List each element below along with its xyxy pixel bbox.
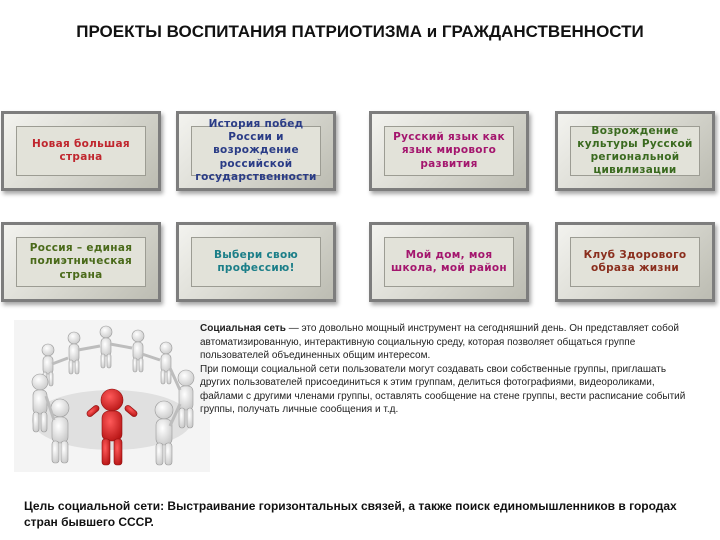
social-network-definition xyxy=(200,322,692,363)
social-network-details: При помощи социальной сети пользователи могут создавать свои собственные группы, приглашать других пользователей присоединиться к этим группам, делиться фотографиями, видеороликами, файлами с другими членами группы, оставлять сообщение на стене группы, вести расписание событий группы, получать личные сообщения и т.д. xyxy=(200,363,686,415)
project-card-history-of-victories xyxy=(176,111,336,191)
people-circle-icon xyxy=(14,320,210,472)
social-network-goal: Цель социальной сети: Выстраивание горизонтальных связей, а также поиск единомышленников в городах стран бывшего СССР. xyxy=(24,499,677,529)
people-circle-illustration xyxy=(14,320,210,472)
social-network-term: Социальная сеть xyxy=(200,323,286,334)
project-label: История побед России и возрождение российской государственности xyxy=(195,118,317,183)
social-network-description xyxy=(200,322,692,417)
project-label: Россия – единая полиэтническая страна xyxy=(29,242,133,281)
project-card-revival-of-culture xyxy=(555,111,715,191)
project-card-united-multiethnic-country xyxy=(1,222,161,302)
social-network-definition-text: — это довольно мощный инструмент на сегодняшний день. Он представляет собой автоматизированную, интерактивную социальную среду, которая позволяет общаться группе пользователей объединенных общим интересом. xyxy=(200,323,679,361)
project-card-new-big-country xyxy=(1,111,161,191)
project-label: Клуб Здорового образа жизни xyxy=(583,248,687,274)
project-card-healthy-lifestyle-club xyxy=(555,222,715,302)
project-card-my-home-school-district xyxy=(369,222,529,302)
project-label: Русский язык как язык мирового развития xyxy=(393,131,505,170)
project-label: Возрождение культуры Русской региональной цивилизации xyxy=(577,124,693,177)
project-card-russian-language xyxy=(369,111,529,191)
page-title: ПРОЕКТЫ ВОСПИТАНИЯ ПАТРИОТИЗМА и ГРАЖДАНСТВЕННОСТИ xyxy=(76,22,644,41)
project-label: Мой дом, моя школа, мой район xyxy=(391,248,507,274)
project-label: Новая большая страна xyxy=(32,137,130,163)
project-card-choose-profession xyxy=(176,222,336,302)
project-label: Выбери свою профессию! xyxy=(213,248,299,274)
